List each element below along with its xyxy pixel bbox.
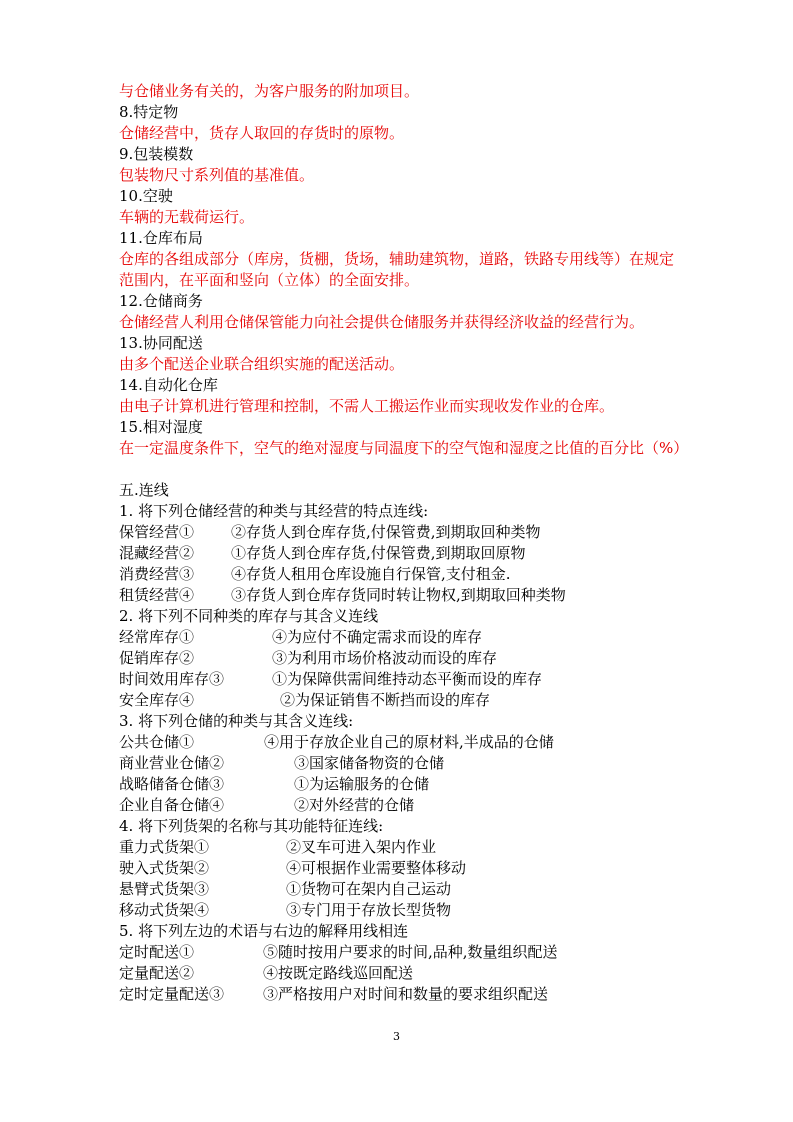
definition-answer: 在一定温度条件下，空气的绝对湿度与同温度下的空气饱和湿度之比值的百分比（%） [119, 439, 689, 457]
definition-answer: 由电子计算机进行管理和控制，不需人工搬运作业而实现收发作业的仓库。 [119, 397, 615, 415]
matching-right: ①货物可在架内自己运动 [286, 880, 452, 898]
definition-term: 13.协同配送 [119, 334, 203, 352]
matching-left: 消费经营③ [119, 565, 195, 583]
definition-term: 14.自动化仓库 [119, 376, 218, 394]
matching-left: 商业营业仓储② [119, 754, 225, 772]
matching-right: ④为应付不确定需求而设的库存 [272, 628, 483, 646]
matching-left: 战略储备仓储③ [119, 775, 225, 793]
matching-left: 时间效用库存③ [119, 670, 225, 688]
matching-right: ④按既定路线巡回配送 [263, 964, 414, 982]
matching-left: 安全库存④ [119, 691, 195, 709]
matching-title: 1. 将下列仓储经营的种类与其经营的特点连线: [119, 502, 429, 520]
matching-left: 驶入式货架② [119, 859, 210, 877]
definition-answer: 仓库的各组成部分（库房，货棚，货场，辅助建筑物，道路，铁路专用线等）在规定范围内，在平面和竖向（立体）的全面安排。 [119, 250, 675, 289]
matching-right: ④用于存放企业自己的原材料,半成品的仓储 [264, 733, 554, 751]
definition-term: 10.空驶 [119, 187, 173, 205]
definition-answer: 包装物尺寸系列值的基准值。 [119, 166, 315, 184]
matching-left: 重力式货架① [119, 838, 210, 856]
definition-term: 12.仓储商务 [119, 292, 203, 310]
matching-right: ⑤随时按用户要求的时间,品种,数量组织配送 [263, 943, 558, 961]
matching-right: ②对外经营的仓储 [294, 796, 415, 814]
matching-right: ③国家储备物资的仓储 [294, 754, 445, 772]
matching-title: 3. 将下列仓储的种类与其含义连线: [119, 712, 354, 730]
matching-right: ③为利用市场价格波动而设的库存 [272, 649, 498, 667]
matching-right: ③专门用于存放长型货物 [286, 901, 452, 919]
matching-left: 定时配送① [119, 943, 195, 961]
definition-answer: 由多个配送企业联合组织实施的配送活动。 [119, 355, 405, 373]
definition-answer: 仓储经营人利用仓储保管能力向社会提供仓储服务并获得经济收益的经营行为。 [119, 313, 645, 331]
matching-left: 定量配送② [119, 964, 195, 982]
matching-left: 经常库存① [119, 628, 195, 646]
matching-title: 5. 将下列左边的术语与右边的解释用线相连 [119, 922, 409, 940]
matching-title: 4. 将下列货架的名称与其功能特征连线: [119, 817, 384, 835]
definition-term: 11.仓库布局 [119, 229, 203, 247]
definition-term: 8.特定物 [119, 103, 179, 121]
matching-right: ①存货人到仓库存货,付保管费,到期取回原物 [231, 544, 526, 562]
section-title: 五.连线 [119, 481, 169, 499]
page-number: 3 [393, 1030, 400, 1043]
matching-left: 公共仓储① [119, 733, 195, 751]
definition-term: 15.相对湿度 [119, 418, 203, 436]
definition-answer: 车辆的无载荷运行。 [119, 208, 255, 226]
definition-answer: 仓储经营中，货存人取回的存货时的原物。 [119, 124, 405, 142]
matching-left: 定时定量配送③ [119, 985, 225, 1003]
matching-left: 促销库存② [119, 649, 195, 667]
matching-right: ④可根据作业需要整体移动 [286, 859, 467, 877]
matching-right: ④存货人租用仓库设施自行保管,支付租金. [231, 565, 511, 583]
matching-left: 混藏经营② [119, 544, 195, 562]
matching-right: ①为运输服务的仓储 [294, 775, 430, 793]
matching-right: ②存货人到仓库存货,付保管费,到期取回种类物 [231, 523, 541, 541]
matching-right: ②叉车可进入架内作业 [286, 838, 437, 856]
matching-left: 移动式货架④ [119, 901, 210, 919]
matching-right: ③严格按用户对时间和数量的要求组织配送 [263, 985, 549, 1003]
definition-term: 9.包装模数 [119, 145, 194, 163]
matching-left: 企业自备仓储④ [119, 796, 225, 814]
matching-right: ③存货人到仓库存货同时转让物权,到期取回种类物 [231, 586, 566, 604]
matching-right: ①为保障供需间维持动态平衡而设的库存 [272, 670, 543, 688]
answer-text: 与仓储业务有关的，为客户服务的附加项目。 [119, 82, 420, 100]
matching-left: 租赁经营④ [119, 586, 195, 604]
matching-title: 2. 将下列不同种类的库存与其含义连线 [119, 607, 379, 625]
matching-right: ②为保证销售不断挡而设的库存 [280, 691, 491, 709]
matching-left: 悬臂式货架③ [119, 880, 210, 898]
matching-left: 保管经营① [119, 523, 195, 541]
